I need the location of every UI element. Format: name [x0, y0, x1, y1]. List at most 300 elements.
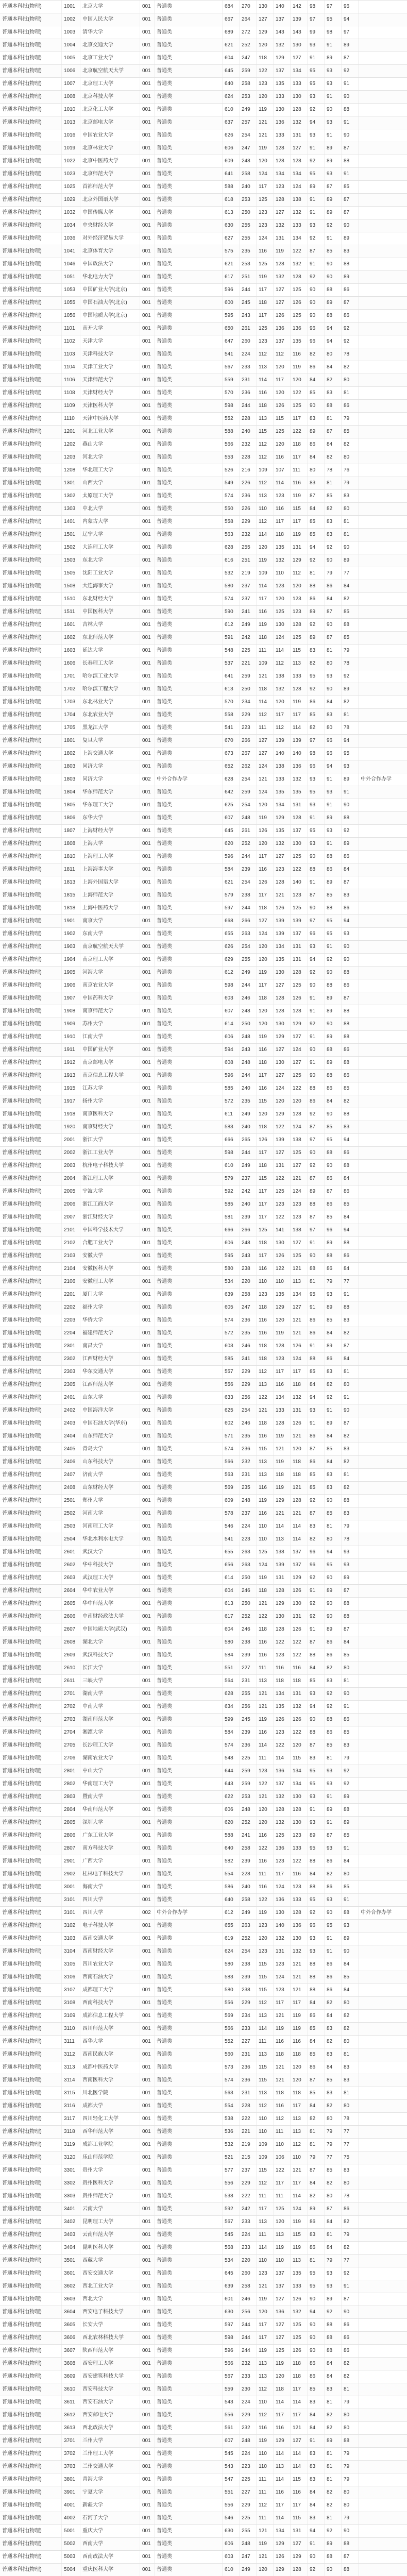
- elective-second-score-cell: 89: [342, 1933, 359, 1945]
- school-code-cell: 1022: [62, 155, 80, 167]
- group-name-cell: 普通类: [155, 1868, 223, 1880]
- group-code-cell: 001: [140, 1070, 155, 1082]
- chinese-score-cell: 121: [257, 116, 274, 129]
- elective-second-score-cell: 78: [342, 348, 359, 361]
- math-score-cell: 127: [274, 979, 291, 992]
- math-score-cell: 110: [274, 567, 291, 580]
- remarks-cell: [359, 1997, 407, 2009]
- school-name-cell: 西南民族大学: [80, 2048, 140, 2061]
- chinese-score-cell: 125: [257, 258, 274, 270]
- group-name-cell: 普通类: [155, 26, 223, 39]
- min-score-cell: 610: [223, 1160, 240, 1172]
- chinese-math-sum-cell: 224: [240, 2396, 257, 2409]
- math-score-cell: 129: [274, 812, 291, 824]
- elective-high-score-cell: 85: [325, 2074, 342, 2087]
- school-name-cell: 华东理工大学: [80, 799, 140, 811]
- batch-cell: 普通本科批(物理): [0, 2267, 62, 2280]
- elective-high-score-cell: 81: [325, 2396, 342, 2409]
- elective-second-score-cell: 88: [342, 1057, 359, 1069]
- batch-cell: 普通本科批(物理): [0, 606, 62, 618]
- chinese-math-sum-cell: 240: [240, 1198, 257, 1211]
- group-name-cell: 普通类: [155, 1392, 223, 1404]
- chinese-math-sum-cell: 250: [240, 1572, 257, 1584]
- elective-second-score-cell: 84: [342, 1263, 359, 1275]
- table-row: [0, 1353, 407, 1366]
- chinese-math-sum-cell: 232: [240, 2358, 257, 2370]
- first-subject-score-cell: 87: [308, 1211, 325, 1224]
- school-code-cell: 2801: [62, 1765, 80, 1777]
- first-subject-score-cell: 91: [308, 812, 325, 824]
- school-name-cell: 中山大学: [80, 1765, 140, 1777]
- first-subject-score-cell: 81: [308, 2255, 325, 2267]
- foreign-language-score-cell: 134: [291, 1289, 308, 1301]
- chinese-score-cell: 126: [257, 825, 274, 837]
- table-row: [0, 1211, 407, 1224]
- min-score-cell: 592: [223, 2203, 240, 2215]
- foreign-language-score-cell: 132: [291, 207, 308, 219]
- math-score-cell: 117: [274, 2177, 291, 2190]
- batch-cell: 普通本科批(物理): [0, 2293, 62, 2306]
- chinese-math-sum-cell: 249: [240, 1160, 257, 1172]
- table-row: [0, 2293, 407, 2306]
- elective-second-score-cell: 88: [342, 2538, 359, 2550]
- math-score-cell: 114: [274, 645, 291, 657]
- group-name-cell: 普通类: [155, 1173, 223, 1185]
- chinese-math-sum-cell: 240: [240, 181, 257, 193]
- chinese-math-sum-cell: 225: [240, 645, 257, 657]
- math-score-cell: 130: [274, 1018, 291, 1030]
- group-name-cell: 普通类: [155, 529, 223, 541]
- group-code-cell: 001: [140, 1675, 155, 1687]
- elective-high-score-cell: 86: [325, 1855, 342, 1868]
- table-row: [0, 2306, 407, 2319]
- group-code-cell: 001: [140, 1894, 155, 1906]
- min-score-cell: 630: [223, 219, 240, 232]
- foreign-language-score-cell: 134: [291, 168, 308, 180]
- min-score-cell: 541: [223, 722, 240, 734]
- table-row: [0, 2280, 407, 2293]
- batch-cell: 普通本科批(物理): [0, 2255, 62, 2267]
- foreign-language-score-cell: 125: [291, 2332, 308, 2344]
- foreign-language-score-cell: 114: [291, 2190, 308, 2202]
- group-name-cell: 普通类: [155, 297, 223, 309]
- school-code-cell: 1811: [62, 863, 80, 876]
- school-code-cell: 2806: [62, 1829, 80, 1842]
- min-score-cell: 596: [223, 1070, 240, 1082]
- batch-cell: 普通本科批(物理): [0, 1404, 62, 1417]
- elective-second-score-cell: 88: [342, 967, 359, 979]
- group-code-cell: 001: [140, 1559, 155, 1571]
- school-code-cell: 1813: [62, 876, 80, 889]
- group-code-cell: 001: [140, 2048, 155, 2061]
- chinese-math-sum-cell: 236: [240, 387, 257, 399]
- group-name-cell: 普通类: [155, 696, 223, 708]
- math-score-cell: 121: [274, 2074, 291, 2087]
- math-score-cell: 127: [274, 284, 291, 296]
- elective-second-score-cell: 86: [342, 1044, 359, 1056]
- table-row: [0, 863, 407, 876]
- first-subject-score-cell: 93: [308, 941, 325, 953]
- batch-cell: 普通本科批(物理): [0, 1250, 62, 1262]
- chinese-math-sum-cell: 224: [240, 348, 257, 361]
- chinese-math-sum-cell: 245: [240, 297, 257, 309]
- remarks-cell: [359, 129, 407, 142]
- first-subject-score-cell: 83: [308, 413, 325, 425]
- remarks-cell: [359, 1108, 407, 1121]
- school-code-cell: 2402: [62, 1404, 80, 1417]
- min-score-cell: 583: [223, 1121, 240, 1133]
- math-score-cell: 112: [274, 2113, 291, 2125]
- math-score-cell: 113: [274, 1533, 291, 1546]
- table-row: [0, 1224, 407, 1237]
- min-score-cell: 652: [223, 760, 240, 773]
- batch-cell: 普通本科批(物理): [0, 1392, 62, 1404]
- table-row: [0, 207, 407, 219]
- school-name-cell: 内蒙古大学: [80, 516, 140, 528]
- min-score-cell: 608: [223, 1057, 240, 1069]
- school-name-cell: 长春理工大学: [80, 657, 140, 670]
- elective-second-score-cell: 80: [342, 451, 359, 464]
- min-score-cell: 650: [223, 323, 240, 335]
- min-score-cell: 612: [223, 1907, 240, 1919]
- group-name-cell: 普通类: [155, 619, 223, 631]
- elective-second-score-cell: 82: [342, 696, 359, 708]
- elective-high-score-cell: 83: [325, 2048, 342, 2061]
- table-row: [0, 683, 407, 696]
- chinese-score-cell: 118: [257, 1160, 274, 1172]
- batch-cell: 普通本科批(物理): [0, 1714, 62, 1726]
- first-subject-score-cell: 88: [308, 1881, 325, 1893]
- group-code-cell: 001: [140, 838, 155, 850]
- table-row: [0, 516, 407, 529]
- table-row: [0, 323, 407, 335]
- math-score-cell: 116: [274, 2422, 291, 2434]
- school-code-cell: 3107: [62, 1984, 80, 1996]
- school-name-cell: 四川农业大学: [80, 1958, 140, 1971]
- school-code-cell: 1907: [62, 992, 80, 1005]
- school-code-cell: 1902: [62, 928, 80, 940]
- school-name-cell: 云南大学: [80, 2203, 140, 2215]
- remarks-cell: [359, 838, 407, 850]
- elective-high-score-cell: 93: [325, 65, 342, 77]
- foreign-language-score-cell: 129: [291, 2551, 308, 2563]
- elective-high-score-cell: 90: [325, 967, 342, 979]
- first-subject-score-cell: 90: [308, 2293, 325, 2306]
- group-name-cell: 普通类: [155, 2473, 223, 2486]
- min-score-cell: 616: [223, 554, 240, 567]
- table-row: [0, 1804, 407, 1817]
- school-name-cell: 西安电子科技大学: [80, 2306, 140, 2318]
- chinese-math-sum-cell: 251: [240, 554, 257, 567]
- remarks-cell: [359, 1392, 407, 1404]
- chinese-math-sum-cell: 247: [240, 52, 257, 64]
- group-code-cell: 001: [140, 2358, 155, 2370]
- table-row: [0, 1868, 407, 1881]
- math-score-cell: 116: [274, 1379, 291, 1391]
- foreign-language-score-cell: 127: [291, 1160, 308, 1172]
- batch-cell: 普通本科批(物理): [0, 2139, 62, 2151]
- foreign-language-score-cell: 111: [291, 464, 308, 477]
- school-name-cell: 西南科技大学: [80, 1997, 140, 2009]
- group-code-cell: 001: [140, 670, 155, 683]
- first-subject-score-cell: 95: [308, 168, 325, 180]
- school-code-cell: 1013: [62, 116, 80, 129]
- school-name-cell: 天津师范大学: [80, 374, 140, 386]
- remarks-cell: [359, 1070, 407, 1082]
- chinese-score-cell: 124: [257, 232, 274, 245]
- table-row: [0, 2151, 407, 2164]
- elective-high-score-cell: 89: [325, 52, 342, 64]
- elective-second-score-cell: 87: [342, 2551, 359, 2563]
- foreign-language-score-cell: 123: [291, 1881, 308, 1893]
- school-name-cell: 天津工业大学: [80, 361, 140, 374]
- first-subject-score-cell: 92: [308, 554, 325, 567]
- math-score-cell: 116: [274, 503, 291, 515]
- group-code-cell: 001: [140, 851, 155, 863]
- chinese-score-cell: 118: [257, 1417, 274, 1430]
- elective-high-score-cell: 89: [325, 2538, 342, 2550]
- math-score-cell: 136: [274, 116, 291, 129]
- school-code-cell: 3104: [62, 1945, 80, 1958]
- group-name-cell: 普通类: [155, 1714, 223, 1726]
- elective-second-score-cell: 89: [342, 39, 359, 52]
- school-code-cell: 2602: [62, 1559, 80, 1571]
- chinese-score-cell: 130: [257, 1, 274, 13]
- chinese-score-cell: 113: [257, 1469, 274, 1481]
- foreign-language-score-cell: 130: [291, 1817, 308, 1829]
- foreign-language-score-cell: 125: [291, 1070, 308, 1082]
- elective-second-score-cell: 84: [342, 1855, 359, 1868]
- table-row: [0, 1546, 407, 1559]
- table-row: [0, 297, 407, 310]
- group-name-cell: 普通类: [155, 207, 223, 219]
- chinese-score-cell: 122: [257, 1778, 274, 1790]
- math-score-cell: 122: [274, 1173, 291, 1185]
- chinese-score-cell: 119: [257, 104, 274, 116]
- group-name-cell: 普通类: [155, 941, 223, 953]
- min-score-cell: 603: [223, 992, 240, 1005]
- first-subject-score-cell: 88: [308, 580, 325, 592]
- chinese-math-sum-cell: 221: [240, 657, 257, 670]
- chinese-math-sum-cell: 249: [240, 1907, 257, 1919]
- school-name-cell: 西南大学: [80, 2538, 140, 2550]
- chinese-math-sum-cell: 254: [240, 799, 257, 811]
- foreign-language-score-cell: 124: [291, 1121, 308, 1133]
- batch-cell: 普通本科批(物理): [0, 1276, 62, 1288]
- table-row: [0, 1894, 407, 1907]
- school-code-cell: 3101: [62, 1907, 80, 1919]
- table-row: [0, 979, 407, 992]
- group-code-cell: 001: [140, 1842, 155, 1855]
- foreign-language-score-cell: 126: [291, 1585, 308, 1597]
- elective-second-score-cell: 92: [342, 1765, 359, 1777]
- first-subject-score-cell: 92: [308, 967, 325, 979]
- batch-cell: 普通本科批(物理): [0, 219, 62, 232]
- chinese-math-sum-cell: 233: [240, 2023, 257, 2035]
- chinese-math-sum-cell: 235: [240, 1482, 257, 1494]
- chinese-score-cell: 117: [257, 593, 274, 605]
- chinese-score-cell: 116: [257, 1263, 274, 1275]
- first-subject-score-cell: 86: [308, 1430, 325, 1443]
- school-code-cell: 2705: [62, 1739, 80, 1752]
- group-code-cell: 001: [140, 1469, 155, 1481]
- chinese-score-cell: 110: [257, 1520, 274, 1533]
- school-name-cell: 安徽理工大学: [80, 1276, 140, 1288]
- group-name-cell: 普通类: [155, 39, 223, 52]
- batch-cell: 普通本科批(物理): [0, 1675, 62, 1687]
- elective-second-score-cell: 91: [342, 786, 359, 799]
- min-score-cell: 666: [223, 1134, 240, 1146]
- elective-second-score-cell: 86: [342, 1714, 359, 1726]
- chinese-score-cell: 109: [257, 657, 274, 670]
- group-code-cell: 001: [140, 142, 155, 155]
- remarks-cell: [359, 2139, 407, 2151]
- first-subject-score-cell: 83: [308, 2473, 325, 2486]
- school-code-cell: 3901: [62, 2486, 80, 2499]
- chinese-score-cell: 119: [257, 142, 274, 155]
- foreign-language-score-cell: 133: [291, 2280, 308, 2293]
- table-row: [0, 1559, 407, 1572]
- chinese-score-cell: 110: [257, 2113, 274, 2125]
- foreign-language-score-cell: 140: [291, 748, 308, 760]
- elective-high-score-cell: 85: [325, 1507, 342, 1520]
- batch-cell: 普通本科批(物理): [0, 129, 62, 142]
- elective-second-score-cell: 81: [342, 1675, 359, 1687]
- chinese-score-cell: 112: [257, 1997, 274, 2009]
- school-name-cell: 西南交通大学: [80, 1933, 140, 1945]
- elective-second-score-cell: 89: [342, 1817, 359, 1829]
- chinese-score-cell: 123: [257, 2267, 274, 2280]
- remarks-cell: [359, 2203, 407, 2215]
- min-score-cell: 580: [223, 580, 240, 592]
- batch-cell: 普通本科批(物理): [0, 1121, 62, 1133]
- group-code-cell: 001: [140, 284, 155, 296]
- chinese-math-sum-cell: 233: [240, 2242, 257, 2254]
- school-code-cell: 2704: [62, 1726, 80, 1739]
- batch-cell: 普通本科批(物理): [0, 451, 62, 464]
- table-row: [0, 799, 407, 812]
- school-code-cell: 2305: [62, 1379, 80, 1391]
- math-score-cell: 137: [274, 2280, 291, 2293]
- remarks-cell: [359, 503, 407, 515]
- school-name-cell: 河南大学: [80, 1507, 140, 1520]
- remarks-cell: [359, 1842, 407, 1855]
- elective-second-score-cell: 87: [342, 297, 359, 309]
- table-row: [0, 2564, 407, 2576]
- school-code-cell: 3608: [62, 2358, 80, 2370]
- batch-cell: 普通本科批(物理): [0, 760, 62, 773]
- foreign-language-score-cell: 114: [291, 1533, 308, 1546]
- first-subject-score-cell: 88: [308, 1082, 325, 1095]
- elective-second-score-cell: 89: [342, 683, 359, 696]
- remarks-cell: [359, 992, 407, 1005]
- remarks-cell: [359, 1765, 407, 1777]
- group-name-cell: 普通类: [155, 967, 223, 979]
- batch-cell: 普通本科批(物理): [0, 232, 62, 245]
- foreign-language-score-cell: 133: [291, 219, 308, 232]
- min-score-cell: 628: [223, 541, 240, 554]
- elective-high-score-cell: 93: [325, 78, 342, 90]
- chinese-score-cell: 117: [257, 1070, 274, 1082]
- school-code-cell: 3404: [62, 2242, 80, 2254]
- batch-cell: 普通本科批(物理): [0, 245, 62, 258]
- remarks-cell: [359, 1417, 407, 1430]
- math-score-cell: 134: [274, 799, 291, 811]
- elective-second-score-cell: 90: [342, 1945, 359, 1958]
- group-name-cell: 普通类: [155, 129, 223, 142]
- group-code-cell: 001: [140, 348, 155, 361]
- elective-second-score-cell: 83: [342, 2074, 359, 2087]
- school-name-cell: 青岛大学: [80, 1443, 140, 1455]
- foreign-language-score-cell: 121: [291, 1314, 308, 1327]
- elective-second-score-cell: 80: [342, 1868, 359, 1880]
- group-code-cell: 001: [140, 2512, 155, 2524]
- remarks-cell: [359, 696, 407, 708]
- chinese-math-sum-cell: 260: [240, 2267, 257, 2280]
- elective-second-score-cell: 81: [342, 516, 359, 528]
- math-score-cell: 117: [274, 1366, 291, 1378]
- first-subject-score-cell: 88: [308, 1958, 325, 1971]
- batch-cell: 普通本科批(物理): [0, 2113, 62, 2125]
- group-code-cell: 001: [140, 2100, 155, 2112]
- remarks-cell: [359, 168, 407, 180]
- chinese-math-sum-cell: 238: [240, 1636, 257, 1649]
- group-code-cell: 001: [140, 1623, 155, 1636]
- first-subject-score-cell: 85: [308, 2023, 325, 2035]
- foreign-language-score-cell: 121: [291, 1263, 308, 1275]
- first-subject-score-cell: 90: [308, 1147, 325, 1159]
- first-subject-score-cell: 86: [308, 2061, 325, 2074]
- math-score-cell: 123: [274, 1649, 291, 1662]
- elective-high-score-cell: 89: [325, 2293, 342, 2306]
- min-score-cell: 536: [223, 2126, 240, 2138]
- chinese-score-cell: 120: [257, 1933, 274, 1945]
- min-score-cell: 582: [223, 1855, 240, 1868]
- batch-cell: 普通本科批(物理): [0, 1778, 62, 1790]
- math-score-cell: 135: [274, 541, 291, 554]
- elective-second-score-cell: 82: [342, 1095, 359, 1108]
- table-row: [0, 1752, 407, 1765]
- school-name-cell: 上海理工大学: [80, 851, 140, 863]
- group-name-cell: 普通类: [155, 825, 223, 837]
- remarks-cell: [359, 2061, 407, 2074]
- chinese-math-sum-cell: 272: [240, 26, 257, 39]
- table-row: [0, 1057, 407, 1070]
- foreign-language-score-cell: 130: [291, 39, 308, 52]
- table-row: [0, 1340, 407, 1353]
- math-score-cell: 128: [274, 1417, 291, 1430]
- elective-high-score-cell: 92: [325, 219, 342, 232]
- school-name-cell: 中国医科大学: [80, 606, 140, 618]
- group-name-cell: 普通类: [155, 657, 223, 670]
- batch-cell: 普通本科批(物理): [0, 992, 62, 1005]
- first-subject-score-cell: 89: [308, 426, 325, 438]
- first-subject-score-cell: 87: [308, 1121, 325, 1133]
- chinese-score-cell: 129: [257, 26, 274, 39]
- elective-second-score-cell: 93: [342, 928, 359, 940]
- first-subject-score-cell: 91: [308, 1301, 325, 1314]
- group-name-cell: 普通类: [155, 2306, 223, 2318]
- remarks-cell: [359, 645, 407, 657]
- school-code-cell: 1705: [62, 722, 80, 734]
- group-name-cell: 普通类: [155, 709, 223, 721]
- group-name-cell: 普通类: [155, 13, 223, 26]
- school-name-cell: 复旦大学: [80, 735, 140, 747]
- math-score-cell: 122: [274, 2164, 291, 2177]
- table-row: [0, 645, 407, 657]
- group-name-cell: 普通类: [155, 1250, 223, 1262]
- foreign-language-score-cell: 120: [291, 1443, 308, 1455]
